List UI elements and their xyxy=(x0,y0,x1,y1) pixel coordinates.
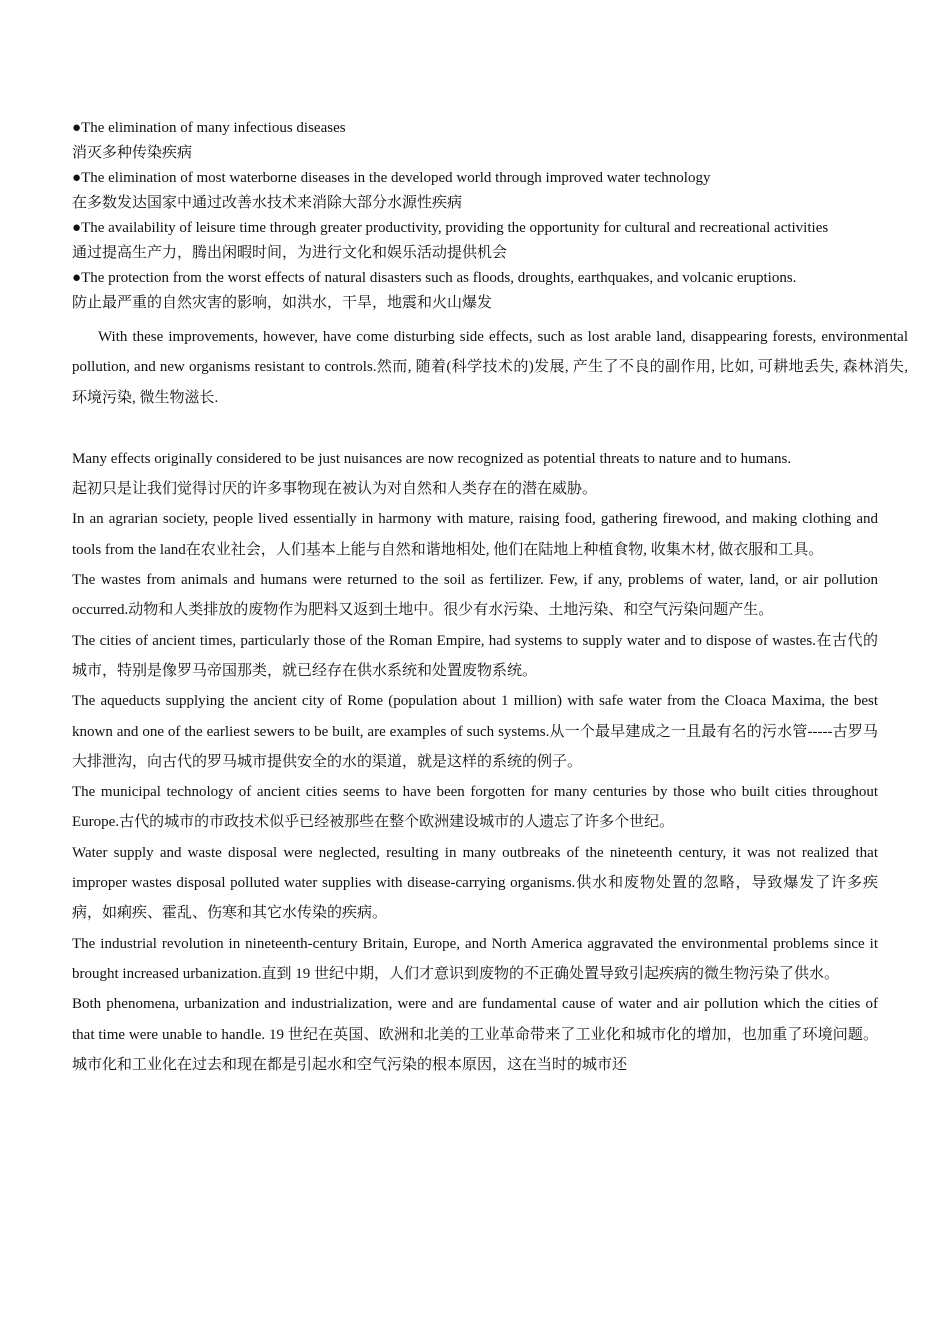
bullet-english: ●The protection from the worst effects of natural disasters such as floods, droughts, earthquakes, and volcanic eruptions. xyxy=(72,270,797,286)
bullet-chinese: 在多数发达国家中通过改善水技术来消除大部分水源性疾病 xyxy=(72,195,463,211)
bullet-english: ●The elimination of most waterborne diseases in the developed world through improved water technology xyxy=(72,170,711,186)
bullet-item xyxy=(72,266,878,316)
document-page xyxy=(72,116,908,1080)
bullet-dot-icon: ● xyxy=(72,270,82,286)
paragraph-industrial-revolution: The industrial revolution in nineteenth-century Britain, Europe, and North America aggravated the environmental problems since it brought increased urbanization.直到 19 世纪中期，人们才意识到废物的不正确处置导致引起疾病的微生物污染了供水。 xyxy=(72,935,878,982)
paragraph-water-supply: Water supply and waste disposal were neglected, resulting in many outbreaks of the nineteenth century, it was not realized that improper wastes disposal polluted water supplies with disease-carrying organisms.供水和废物处置的忽略，导致爆发了许多疾病，如痢疾、霍乱、伤寒和其它水传染的疾病。 xyxy=(72,844,878,922)
bullet-item xyxy=(72,116,878,166)
paragraph-nuisances: Many effects originally considered to be just nuisances are now recognized as potential threats to nature and to humans. 起初只是让我们觉得讨厌的许多事物现在被认为对自然和人类存在的潜在威胁。 xyxy=(72,450,792,498)
bullet-chinese: 通过提高生产力，腾出闲暇时间，为进行文化和娱乐活动提供机会 xyxy=(72,245,508,261)
bullet-dot-icon: ● xyxy=(72,170,82,186)
bullet-english: ●The availability of leisure time through greater productivity, providing the opportunity for cultural and recreational activities xyxy=(72,220,829,236)
paragraph-municipal-technology: The municipal technology of ancient cities seems to have been forgotten for many centuries by those who built cities throughout Europe.古代的城市的市政技术似乎已经被那些在整个欧洲建设城市的人遗忘了许多个世纪。 xyxy=(72,784,878,831)
paragraph-ancient-cities: The cities of ancient times, particularly those of the Roman Empire, had systems to supply water and to dispose of wastes.在古代的城市，特别是像罗马帝国那类，就已经存在供水系统和处置废物系统。 xyxy=(72,632,878,679)
paragraph-side-effects: With these improvements, however, have come disturbing side effects, such as lost arable land, disappearing forests, environmental pollution, and new organisms resistant to controls.然而, 随着(科学技术的)发展, 产生了不良的副作用, 比如, 可耕地丢失, 森林消失, 环境污染, 微生物滋长. xyxy=(72,329,908,406)
bullet-chinese: 消灭多种传染疾病 xyxy=(72,145,193,161)
bullet-dot-icon: ● xyxy=(72,120,82,136)
paragraph-aqueducts: The aqueducts supplying the ancient city of Rome (population about 1 million) with safe water from the Cloaca Maxima, the best known and one of the earliest sewers to be built, are examples of such systems.从一个最早建成之一且最有名的污水管-----古罗马大排泄沟，向古代的罗马城市提供安全的水的渠道，就是这样的系统的例子。 xyxy=(72,693,879,770)
bullet-chinese: 防止最严重的自然灾害的影响，如洪水，干旱，地震和火山爆发 xyxy=(72,295,493,311)
bullet-item xyxy=(72,216,878,266)
paragraph-spacer xyxy=(72,413,878,444)
paragraph-wastes: The wastes from animals and humans were returned to the soil as fertilizer. Few, if any, problems of water, land, or air pollution occurred.动物和人类排放的废物作为肥料又返到土地中。很少有水污染、土地污染、和空气污染问题产生。 xyxy=(72,572,878,619)
bullet-english: ●The elimination of many infectious diseases xyxy=(72,120,346,136)
bullet-list xyxy=(72,116,878,316)
bullet-dot-icon: ● xyxy=(72,220,82,236)
paragraph-agrarian-society: In an agrarian society, people lived essentially in harmony with mature, raising food, gathering firewood, and making clothing and tools from the land在农业社会，人们基本上能与自然和谐地相处, 他们在陆地上种植食物, 收集木材, 做衣服和工具。 xyxy=(72,511,878,558)
bullet-item xyxy=(72,166,878,216)
paragraph-urbanization: Both phenomena, urbanization and industrialization, were and are fundamental cause of water and air pollution which the cities of that time were unable to handle. 19 世纪在英国、欧洲和北美的工业革命带来了工业化和城市化的增加，也加重了环境问题。城市化和工业化在过去和现在都是引起水和空气污染的根本原因，这在当时的城市还 xyxy=(72,996,878,1073)
